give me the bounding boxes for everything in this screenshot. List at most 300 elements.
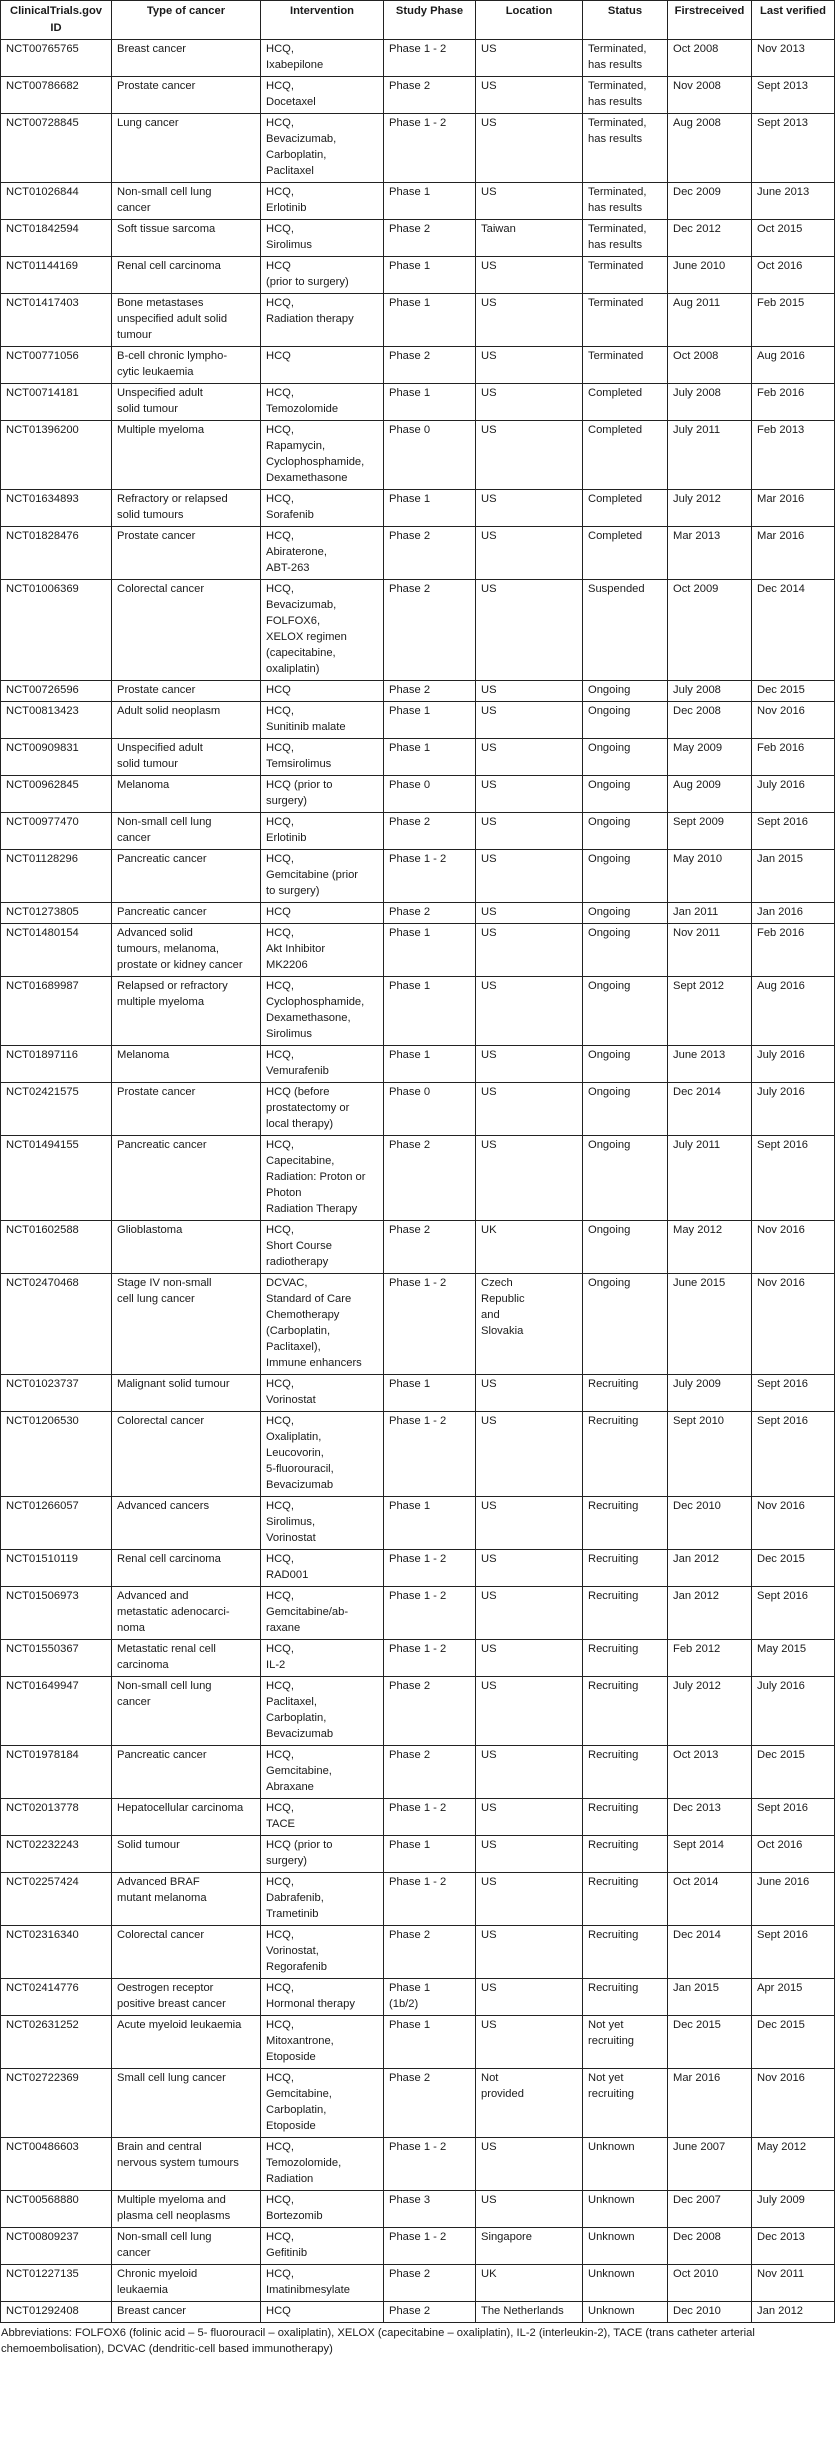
- cell-line: US: [481, 1876, 497, 1888]
- cell-line: Mar 2016: [757, 530, 805, 542]
- cell-line: Bevacizumab: [266, 1728, 334, 1740]
- cell-line: Recruiting: [588, 1553, 639, 1565]
- cell-cancer-type: [112, 702, 261, 739]
- cell-line: Phase 2: [389, 2268, 431, 2280]
- cell-line: May 2009: [673, 742, 723, 754]
- cell-last-verified: [752, 850, 835, 903]
- table-row: [1, 1587, 835, 1640]
- cell-status: [583, 40, 668, 77]
- table-row: [1, 1221, 835, 1274]
- table-row: [1, 681, 835, 702]
- cell-status: [583, 702, 668, 739]
- cell-line: raxane: [266, 1622, 301, 1634]
- cell-line: The Netherlands: [481, 2305, 564, 2317]
- cell-line: Metastatic renal cell: [117, 1643, 216, 1655]
- cell-line: US: [481, 816, 497, 828]
- table-row: [1, 1274, 835, 1375]
- cell-status: [583, 813, 668, 850]
- cell-line: HCQ,: [266, 1590, 294, 1602]
- cell-trial-id: [1, 1497, 112, 1550]
- cell-line: US: [481, 2194, 497, 2206]
- cell-line: Dec 2015: [757, 1553, 805, 1565]
- cell-line: Recruiting: [588, 1500, 639, 1512]
- cell-status: [583, 681, 668, 702]
- cell-line: NCT02316340: [6, 1929, 79, 1941]
- cell-status: [583, 1836, 668, 1873]
- cell-line: received: [698, 5, 745, 17]
- cell-line: Feb 2016: [757, 927, 805, 939]
- cell-first-received: [668, 490, 752, 527]
- cell-trial-id: [1, 776, 112, 813]
- cell-line: HCQ,: [266, 530, 294, 542]
- cell-line: Bevacizumab: [266, 1479, 334, 1491]
- cell-status: [583, 220, 668, 257]
- cell-line: HCQ: [266, 260, 291, 272]
- cell-line: July 2016: [757, 1086, 805, 1098]
- cell-last-verified: [752, 702, 835, 739]
- cell-line: Phase 2: [389, 80, 431, 92]
- cell-intervention: [261, 114, 384, 183]
- cell-line: Dec 2013: [673, 1802, 721, 1814]
- cell-line: Ongoing: [588, 1086, 631, 1098]
- table-row: [1, 1836, 835, 1873]
- cell-first-received: [668, 924, 752, 977]
- cell-line: HCQ,: [266, 1982, 294, 1994]
- cell-first-received: [668, 2191, 752, 2228]
- cell-study-phase: [384, 739, 476, 776]
- cell-line: Gefitinib: [266, 2247, 308, 2259]
- cell-line: Sirolimus,: [266, 1516, 316, 1528]
- cell-status: [583, 2228, 668, 2265]
- cell-last-verified: [752, 1375, 835, 1412]
- cell-location: [476, 347, 583, 384]
- cell-last-verified: [752, 580, 835, 681]
- cell-intervention: [261, 1677, 384, 1746]
- cell-line: gov ID: [50, 5, 103, 34]
- cell-line: Colorectal cancer: [117, 583, 205, 595]
- cell-line: Jan 2012: [673, 1553, 720, 1565]
- cell-line: Phase 1: [389, 705, 431, 717]
- cell-study-phase: [384, 924, 476, 977]
- cell-cancer-type: [112, 2302, 261, 2323]
- cell-line: June 2007: [673, 2141, 726, 2153]
- cell-cancer-type: [112, 220, 261, 257]
- cell-line: Dec 2014: [757, 583, 805, 595]
- cell-study-phase: [384, 580, 476, 681]
- cell-status: [583, 384, 668, 421]
- cell-status: [583, 527, 668, 580]
- cell-status: [583, 421, 668, 490]
- cell-line: HCQ,: [266, 186, 294, 198]
- cell-study-phase: [384, 681, 476, 702]
- cell-cancer-type: [112, 1136, 261, 1221]
- cell-line: US: [481, 43, 497, 55]
- cell-line: US: [481, 1982, 497, 1994]
- cell-first-received: [668, 77, 752, 114]
- cell-line: Oct 2014: [673, 1876, 719, 1888]
- cell-line: Suspended: [588, 583, 645, 595]
- cell-line: Vorinostat: [266, 1532, 316, 1544]
- cell-line: Vorinostat,: [266, 1945, 319, 1957]
- cell-line: HCQ,: [266, 223, 294, 235]
- cell-line: Phase 1 - 2: [389, 1277, 447, 1289]
- table-row: [1, 347, 835, 384]
- cell-trial-id: [1, 903, 112, 924]
- cell-study-phase: [384, 220, 476, 257]
- cell-line: NCT02257424: [6, 1876, 79, 1888]
- cell-status: [583, 580, 668, 681]
- cell-line: NCT00813423: [6, 705, 79, 717]
- cell-location: [476, 1497, 583, 1550]
- cell-line: NCT00726596: [6, 684, 79, 696]
- cell-intervention: [261, 527, 384, 580]
- cell-line: HCQ,: [266, 980, 294, 992]
- cell-line: Dec 2015: [757, 2019, 805, 2031]
- cell-line: Ongoing: [588, 705, 631, 717]
- cell-line: Sept 2016: [757, 1415, 809, 1427]
- cell-first-received: [668, 1873, 752, 1926]
- cell-line: Leucovorin,: [266, 1447, 324, 1459]
- cell-line: tumours, melanoma,: [117, 943, 219, 955]
- cell-line: UK: [481, 2268, 497, 2280]
- cell-line: HCQ,: [266, 2194, 294, 2206]
- cell-line: Aug 2011: [673, 297, 721, 309]
- cell-first-received: [668, 702, 752, 739]
- cell-first-received: [668, 421, 752, 490]
- cell-line: NCT01550367: [6, 1643, 79, 1655]
- cell-line: multiple myeloma: [117, 996, 205, 1008]
- table-row: [1, 114, 835, 183]
- cell-line: NCT01689987: [6, 980, 79, 992]
- cell-line: Apr 2015: [757, 1982, 803, 1994]
- cell-trial-id: [1, 2138, 112, 2191]
- cell-last-verified: [752, 294, 835, 347]
- cell-first-received: [668, 40, 752, 77]
- cell-line: Phase 1 - 2: [389, 1590, 447, 1602]
- cell-line: Akt Inhibitor: [266, 943, 326, 955]
- cell-line: NCT00909831: [6, 742, 79, 754]
- cell-line: June 2013: [757, 186, 810, 198]
- cell-trial-id: [1, 2302, 112, 2323]
- cell-first-received: [668, 2069, 752, 2138]
- cell-status: [583, 2016, 668, 2069]
- cell-line: HCQ: [266, 906, 291, 918]
- cell-line: Phase 1: [389, 1500, 431, 1512]
- cell-study-phase: [384, 1799, 476, 1836]
- cell-line: Advanced BRAF: [117, 1876, 200, 1888]
- cell-last-verified: [752, 1083, 835, 1136]
- cell-line: Terminated,: [588, 43, 647, 55]
- cell-line: Solid tumour: [117, 1839, 180, 1851]
- cell-line: Terminated,: [588, 186, 647, 198]
- cell-line: Adult solid neoplasm: [117, 705, 221, 717]
- cell-line: Ongoing: [588, 816, 631, 828]
- cell-line: Phase 1: [389, 980, 431, 992]
- cell-trial-id: [1, 77, 112, 114]
- cell-intervention: [261, 580, 384, 681]
- cell-line: local therapy): [266, 1118, 334, 1130]
- cell-location: [476, 40, 583, 77]
- header-row: [1, 1, 835, 40]
- cell-line: Oxaliplatin,: [266, 1431, 322, 1443]
- cell-line: Bevacizumab,: [266, 133, 337, 145]
- table-row: [1, 1412, 835, 1497]
- cell-first-received: [668, 580, 752, 681]
- cell-line: HCQ (before: [266, 1086, 330, 1098]
- cell-line: Multiple myeloma: [117, 424, 205, 436]
- cell-line: Pancreatic cancer: [117, 853, 207, 865]
- cell-line: Sept 2010: [673, 1415, 725, 1427]
- cell-line: Pancreatic cancer: [117, 1139, 207, 1151]
- cell-line: Oct 2016: [757, 1839, 803, 1851]
- cell-cancer-type: [112, 294, 261, 347]
- cell-line: Prostate cancer: [117, 1086, 196, 1098]
- cell-line: Jan 2015: [757, 853, 804, 865]
- cell-study-phase: [384, 2138, 476, 2191]
- cell-line: HCQ (prior to: [266, 1839, 333, 1851]
- cell-line: (prior to surgery): [266, 276, 349, 288]
- cell-line: US: [481, 2141, 497, 2153]
- cell-study-phase: [384, 1375, 476, 1412]
- cell-line: Phase 1: [389, 2019, 431, 2031]
- cell-line: Dec 2015: [673, 2019, 721, 2031]
- cell-line: Nov 2011: [757, 2268, 805, 2280]
- cell-status: [583, 1550, 668, 1587]
- cell-cancer-type: [112, 77, 261, 114]
- cell-line: Ongoing: [588, 853, 631, 865]
- cell-line: July 2016: [757, 779, 805, 791]
- cell-line: NCT00714181: [6, 387, 79, 399]
- cell-line: US: [481, 186, 497, 198]
- table-row: [1, 2228, 835, 2265]
- cell-line: Bevacizumab,: [266, 599, 337, 611]
- cell-cancer-type: [112, 739, 261, 776]
- cell-line: July 2011: [673, 1139, 721, 1151]
- cell-cancer-type: [112, 2228, 261, 2265]
- cell-status: [583, 1640, 668, 1677]
- cell-location: [476, 384, 583, 421]
- cell-status: [583, 1873, 668, 1926]
- cell-location: [476, 776, 583, 813]
- cell-line: Ongoing: [588, 906, 631, 918]
- cell-trial-id: [1, 384, 112, 421]
- table-row: [1, 1136, 835, 1221]
- cell-first-received: [668, 2265, 752, 2302]
- cell-status: [583, 294, 668, 347]
- table-row: [1, 183, 835, 220]
- cell-line: June 2015: [673, 1277, 726, 1289]
- cell-intervention: [261, 776, 384, 813]
- table-row: [1, 924, 835, 977]
- cell-line: HCQ,: [266, 1876, 294, 1888]
- cell-location: [476, 527, 583, 580]
- cell-line: US: [481, 927, 497, 939]
- cell-line: B-cell chronic lympho-: [117, 350, 228, 362]
- cell-cancer-type: [112, 1375, 261, 1412]
- cell-last-verified: [752, 1221, 835, 1274]
- cell-line: recruiting: [588, 2088, 635, 2100]
- cell-line: Nov 2016: [757, 705, 805, 717]
- cell-line: cancer: [117, 2247, 151, 2259]
- cell-line: Recruiting: [588, 1643, 639, 1655]
- cell-trial-id: [1, 294, 112, 347]
- cell-line: Trametinib: [266, 1908, 319, 1920]
- cell-intervention: [261, 1083, 384, 1136]
- cell-line: noma: [117, 1622, 145, 1634]
- cell-status: [583, 1375, 668, 1412]
- cell-line: Completed: [588, 493, 643, 505]
- cell-line: tumour: [117, 329, 152, 341]
- cell-line: Temozolomide: [266, 403, 339, 415]
- cell-line: (Carboplatin,: [266, 1325, 331, 1337]
- cell-first-received: [668, 114, 752, 183]
- cell-line: Melanoma: [117, 1049, 170, 1061]
- cell-line: Recruiting: [588, 1590, 639, 1602]
- cell-line: Soft tissue sarcoma: [117, 223, 216, 235]
- cell-line: Phase 2: [389, 583, 431, 595]
- cell-last-verified: [752, 40, 835, 77]
- cell-line: Phase 2: [389, 2305, 431, 2317]
- cell-line: Last verified: [760, 5, 826, 17]
- cell-status: [583, 183, 668, 220]
- cell-line: Phase 1 - 2: [389, 2141, 447, 2153]
- cell-location: [476, 1677, 583, 1746]
- cell-location: [476, 2265, 583, 2302]
- cell-intervention: [261, 1550, 384, 1587]
- cell-line: Feb 2016: [757, 742, 805, 754]
- cell-line: Relapsed or refractory: [117, 980, 228, 992]
- cell-line: Dec 2009: [673, 186, 721, 198]
- table-row: [1, 421, 835, 490]
- cell-status: [583, 1497, 668, 1550]
- table-row: [1, 257, 835, 294]
- cell-trial-id: [1, 813, 112, 850]
- cell-line: NCT01006369: [6, 583, 79, 595]
- cell-status: [583, 114, 668, 183]
- cell-line: HCQ,: [266, 1680, 294, 1692]
- cell-line: Nov 2013: [757, 43, 805, 55]
- table-row: [1, 1979, 835, 2016]
- cell-last-verified: [752, 2191, 835, 2228]
- cell-first-received: [668, 1083, 752, 1136]
- cell-line: to surgery): [266, 885, 320, 897]
- cell-line: NCT01510119: [6, 1553, 78, 1565]
- cell-line: Acute myeloid leukaemia: [117, 2019, 242, 2031]
- cell-line: Mar 2013: [673, 530, 721, 542]
- cell-line: Phase 2: [389, 684, 431, 696]
- cell-line: Colorectal cancer: [117, 1415, 205, 1427]
- cell-study-phase: [384, 776, 476, 813]
- cell-line: Feb 2016: [757, 387, 805, 399]
- cell-study-phase: [384, 1926, 476, 1979]
- cell-line: Taiwan: [481, 223, 516, 235]
- cell-line: Gemcitabine,: [266, 2088, 332, 2100]
- cell-first-received: [668, 1412, 752, 1497]
- cell-line: Intervention: [289, 5, 355, 17]
- cell-intervention: [261, 2016, 384, 2069]
- cell-line: HCQ,: [266, 2072, 294, 2084]
- table-row: [1, 2138, 835, 2191]
- table-row: [1, 77, 835, 114]
- cell-line: HCQ (prior to: [266, 779, 333, 791]
- cell-line: Photon: [266, 1187, 302, 1199]
- cell-line: cytic leukaemia: [117, 366, 194, 378]
- table-row: [1, 702, 835, 739]
- cell-intervention: [261, 2138, 384, 2191]
- cell-last-verified: [752, 681, 835, 702]
- cell-study-phase: [384, 1274, 476, 1375]
- cell-last-verified: [752, 1587, 835, 1640]
- cell-line: Mar 2016: [673, 2072, 721, 2084]
- cell-line: Phase 1: [389, 260, 431, 272]
- cell-trial-id: [1, 1221, 112, 1274]
- cell-first-received: [668, 813, 752, 850]
- table-row: [1, 2302, 835, 2323]
- cell-line: US: [481, 1749, 497, 1761]
- cell-last-verified: [752, 924, 835, 977]
- cell-trial-id: [1, 1412, 112, 1497]
- cell-line: Oestrogen receptor: [117, 1982, 214, 1994]
- cell-line: NCT02470468: [6, 1277, 79, 1289]
- cell-study-phase: [384, 903, 476, 924]
- cell-location: [476, 2016, 583, 2069]
- cell-trial-id: [1, 257, 112, 294]
- cell-line: HCQ,: [266, 742, 294, 754]
- cell-status: [583, 2138, 668, 2191]
- cell-line: Carboplatin,: [266, 149, 327, 161]
- cell-first-received: [668, 2138, 752, 2191]
- cell-line: US: [481, 1929, 497, 1941]
- cell-first-received: [668, 850, 752, 903]
- table-row: [1, 384, 835, 421]
- cell-trial-id: [1, 2265, 112, 2302]
- cell-line: Phase 1: [389, 1378, 431, 1390]
- cell-line: Temsirolimus: [266, 758, 332, 770]
- cell-intervention: [261, 40, 384, 77]
- cell-study-phase: [384, 77, 476, 114]
- cell-line: Ongoing: [588, 684, 631, 696]
- cell-line: US: [481, 853, 497, 865]
- cell-line: US: [481, 1139, 497, 1151]
- cell-line: Jan 2015: [673, 1982, 720, 1994]
- cell-line: Mitoxantrone,: [266, 2035, 334, 2047]
- cell-line: DCVAC,: [266, 1277, 308, 1289]
- cell-line: Breast cancer: [117, 2305, 187, 2317]
- cell-line: NCT01292408: [6, 2305, 79, 2317]
- cell-last-verified: [752, 257, 835, 294]
- cell-line: Status: [607, 5, 643, 17]
- cell-line: unspecified adult solid: [117, 313, 228, 325]
- cell-line: NCT01897116: [6, 1049, 78, 1061]
- cell-line: Oct 2016: [757, 260, 803, 272]
- cell-line: Carboplatin,: [266, 1712, 327, 1724]
- cell-last-verified: [752, 1497, 835, 1550]
- cell-line: US: [481, 424, 497, 436]
- cell-line: Hepatocellular carcinoma: [117, 1802, 244, 1814]
- cell-line: Recruiting: [588, 1839, 639, 1851]
- cell-trial-id: [1, 421, 112, 490]
- cell-status: [583, 347, 668, 384]
- cell-line: Recruiting: [588, 1929, 639, 1941]
- cell-trial-id: [1, 1587, 112, 1640]
- cell-intervention: [261, 257, 384, 294]
- cell-intervention: [261, 2191, 384, 2228]
- cell-intervention: [261, 903, 384, 924]
- cell-last-verified: [752, 813, 835, 850]
- cell-line: Phase 3: [389, 2194, 431, 2206]
- cell-line: HCQ,: [266, 43, 294, 55]
- cell-line: Phase 1 - 2: [389, 853, 447, 865]
